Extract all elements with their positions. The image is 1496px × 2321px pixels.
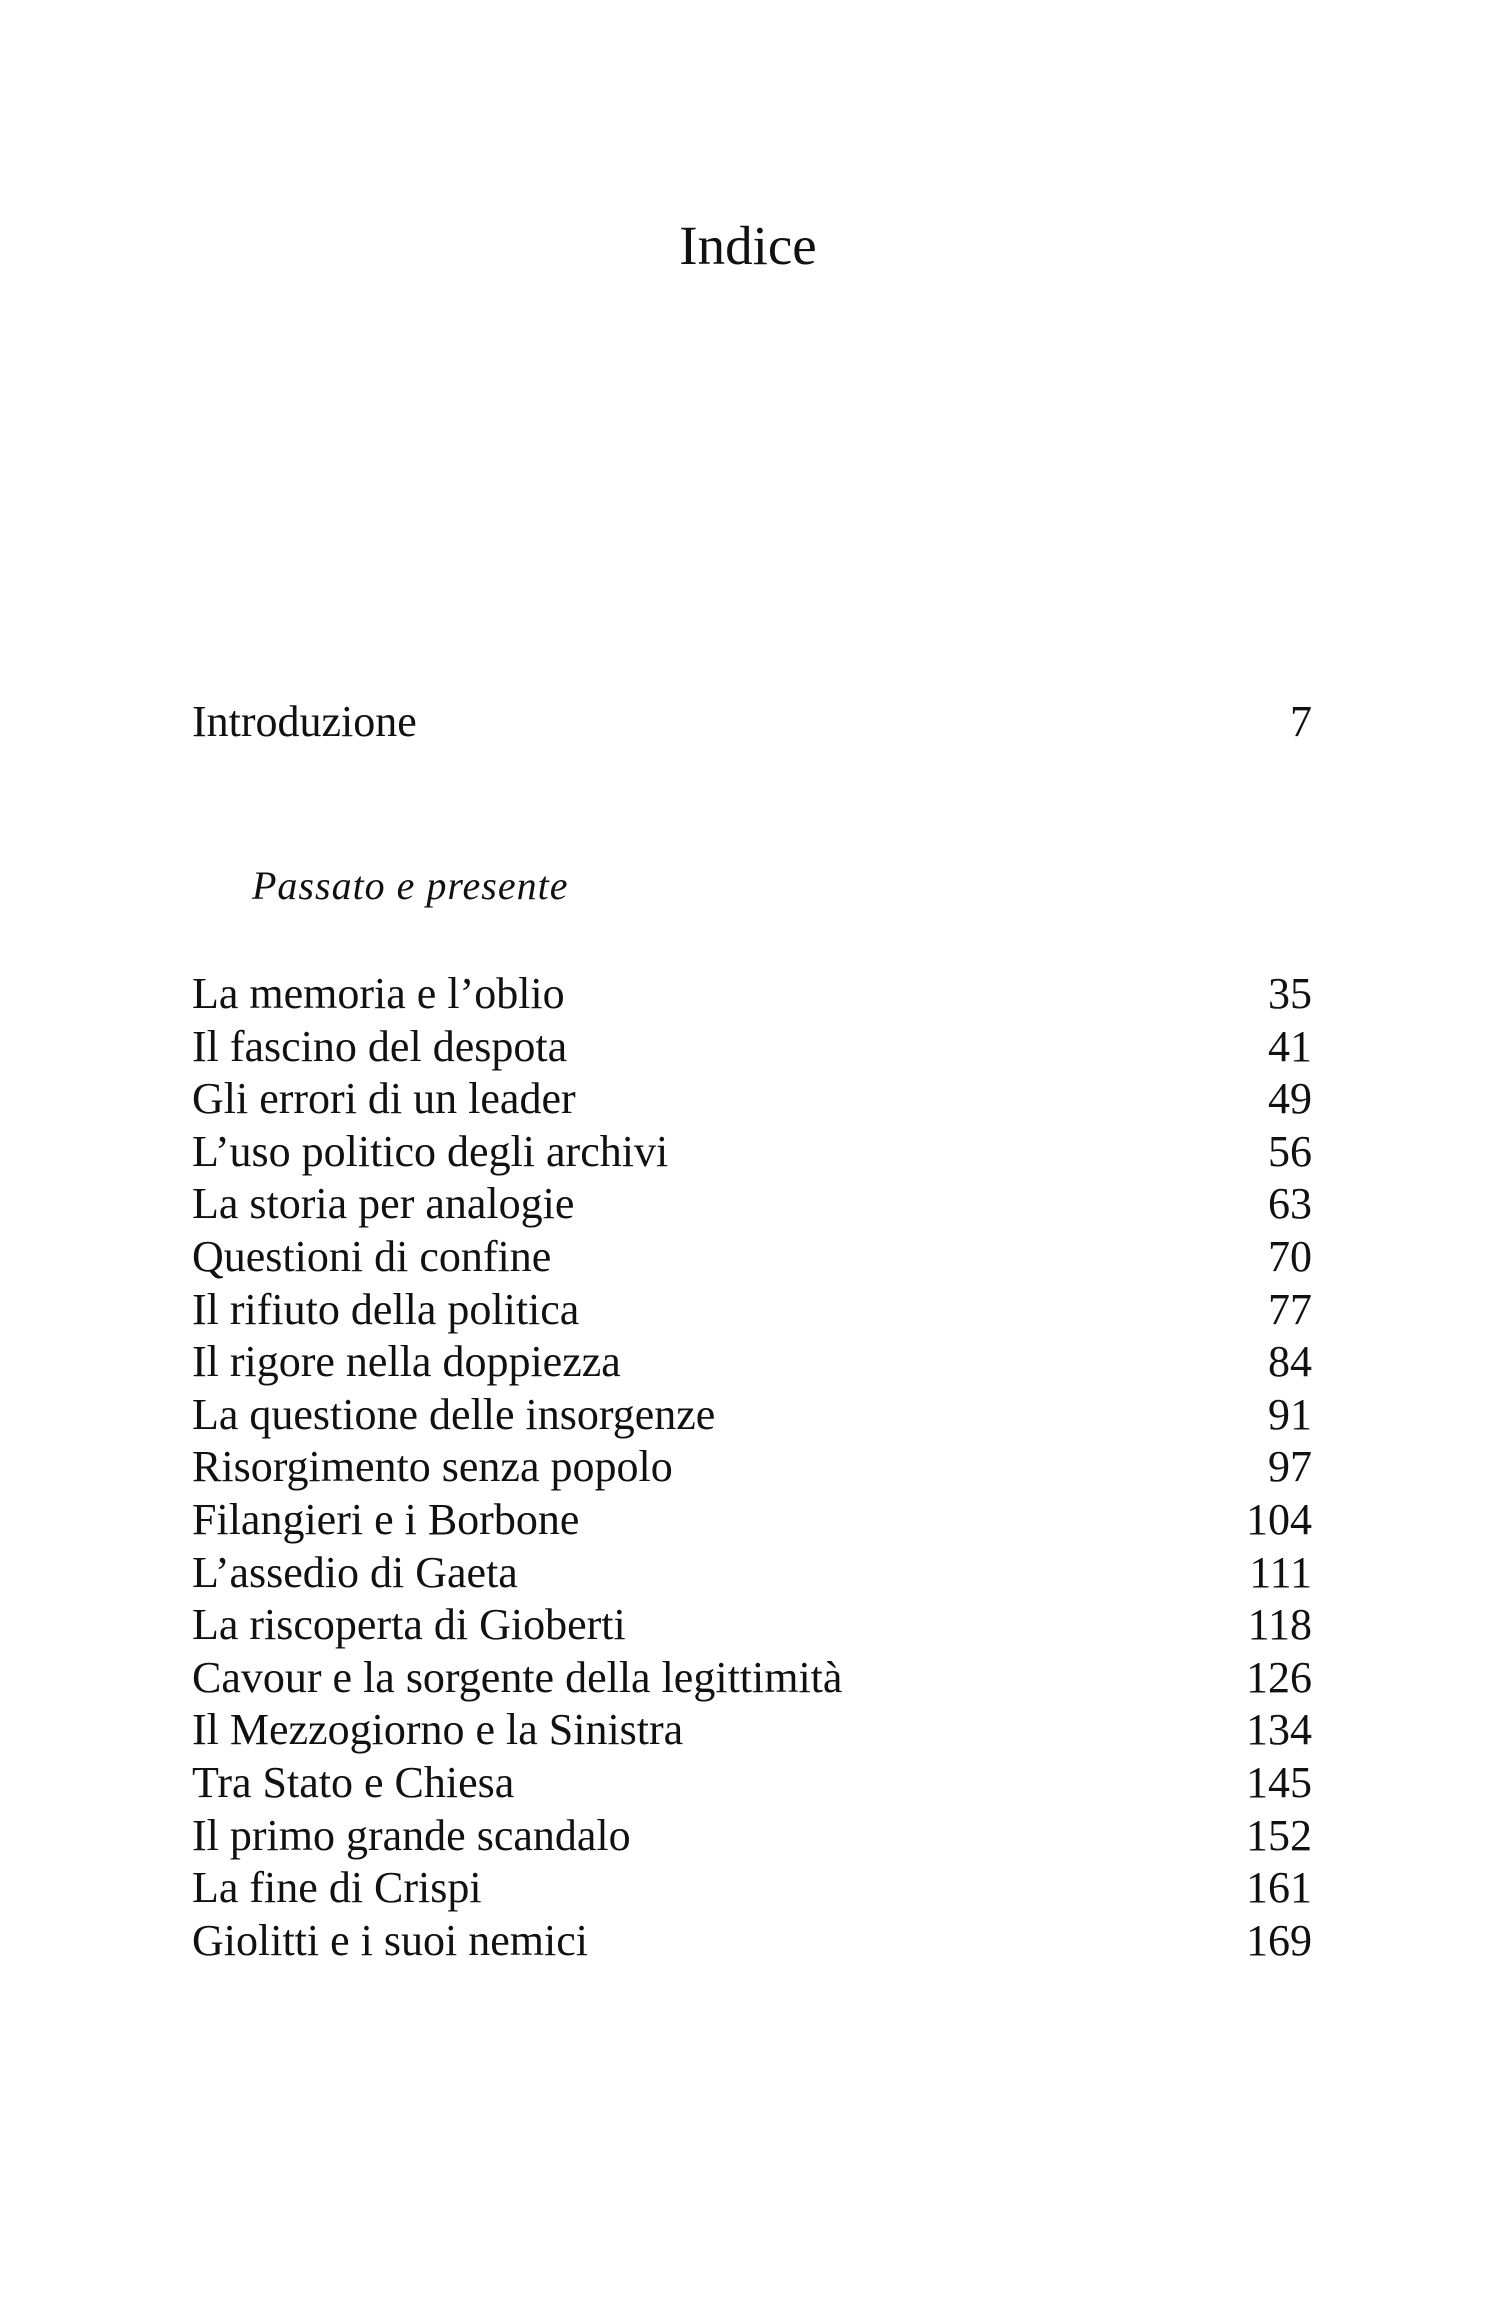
toc-entry	[192, 968, 1312, 1021]
toc-entry-title: Questioni di confine	[192, 1231, 552, 1281]
toc-entry-page: 111	[1249, 1547, 1312, 1597]
toc-entry-title: Cavour e la sorgente della legittimità	[192, 1652, 843, 1702]
toc-entry	[192, 1599, 1312, 1652]
toc-entry-page: 97	[1268, 1442, 1312, 1492]
toc-entry-page: 134	[1246, 1705, 1312, 1755]
toc-entry-page: 145	[1246, 1757, 1312, 1807]
toc-entry	[192, 1284, 1312, 1337]
toc-entry-page: 152	[1246, 1810, 1312, 1860]
toc-entry-title: L’assedio di Gaeta	[192, 1547, 518, 1597]
toc-entry	[192, 1231, 1312, 1284]
toc-entry-introduction	[192, 697, 1312, 746]
toc-entry-title: L’uso politico degli archivi	[192, 1126, 669, 1176]
toc-entry-title: La storia per analogie	[192, 1179, 575, 1229]
toc-entry	[192, 1441, 1312, 1494]
toc-entry-title: Introduzione	[192, 697, 417, 746]
toc-entry-page: 70	[1268, 1231, 1312, 1281]
toc-entry	[192, 1547, 1312, 1600]
toc-entry-title: Tra Stato e Chiesa	[192, 1757, 515, 1807]
toc-entry	[192, 1915, 1312, 1968]
toc-entry-page: 91	[1268, 1389, 1312, 1439]
toc-entry-page: 84	[1268, 1337, 1312, 1387]
toc-entry	[192, 1178, 1312, 1231]
toc-entry-page: 49	[1268, 1074, 1312, 1124]
toc-entry-title: Il Mezzogiorno e la Sinistra	[192, 1705, 684, 1755]
toc-entry-page: 41	[1268, 1021, 1312, 1071]
toc-entry-page: 56	[1268, 1126, 1312, 1176]
toc-entry-title: La questione delle insorgenze	[192, 1389, 716, 1439]
toc-entry	[192, 1021, 1312, 1074]
toc-entry	[192, 1652, 1312, 1705]
toc-entry-title: La fine di Crispi	[192, 1863, 482, 1913]
toc-entry-page: 104	[1246, 1494, 1312, 1544]
toc-entry-page: 35	[1268, 969, 1312, 1018]
toc-entry-title: Il fascino del despota	[192, 1021, 568, 1071]
toc-entry-title: La memoria e l’oblio	[192, 969, 565, 1018]
toc-entry-title: La riscoperta di Gioberti	[192, 1600, 626, 1650]
toc-entry	[192, 1336, 1312, 1389]
toc-entry-title: Giolitti e i suoi nemici	[192, 1915, 588, 1965]
toc-entry-page: 126	[1246, 1652, 1312, 1702]
toc-entry-title: Risorgimento senza popolo	[192, 1442, 673, 1492]
toc-entry-title: Il rigore nella doppiezza	[192, 1337, 621, 1387]
toc-entry-page: 161	[1246, 1863, 1312, 1913]
toc-entry-title: Filangieri e i Borbone	[192, 1494, 580, 1544]
toc-entry	[192, 1757, 1312, 1810]
toc-entry-title: Gli errori di un leader	[192, 1074, 576, 1124]
section-heading: Passato e presente	[252, 863, 569, 908]
toc-list	[192, 968, 1312, 1967]
toc-entry	[192, 1862, 1312, 1915]
toc-entry-page: 77	[1268, 1284, 1312, 1334]
toc-entry-title: Il rifiuto della politica	[192, 1284, 580, 1334]
page-title: Indice	[679, 215, 817, 276]
toc-entry	[192, 1704, 1312, 1757]
toc-entry-page: 63	[1268, 1179, 1312, 1229]
toc-entry	[192, 1389, 1312, 1442]
toc-entry-page: 118	[1247, 1600, 1312, 1650]
toc-entry	[192, 1494, 1312, 1547]
toc-entry-page: 169	[1246, 1915, 1312, 1965]
toc-entry	[192, 1073, 1312, 1126]
toc-entry-page: 7	[1290, 697, 1312, 746]
toc-entry-title: Il primo grande scandalo	[192, 1810, 631, 1860]
toc-entry	[192, 1126, 1312, 1179]
toc-entry	[192, 1810, 1312, 1863]
